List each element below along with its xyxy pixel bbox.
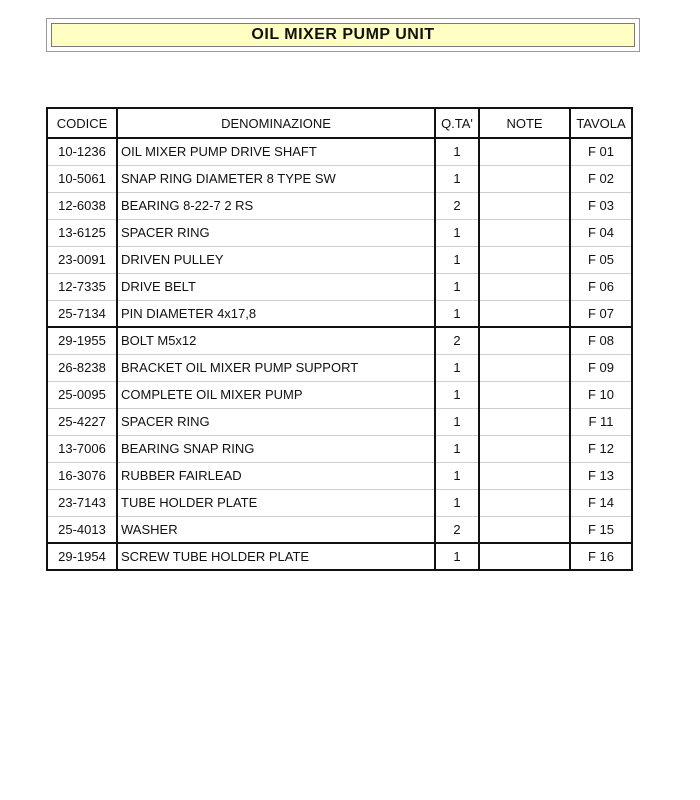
cell-qty: 1: [435, 246, 479, 273]
cell-description: PIN DIAMETER 4x17,8: [117, 300, 435, 327]
cell-table-ref: F 03: [570, 192, 632, 219]
table-row: [47, 462, 632, 489]
cell-note: [479, 300, 570, 327]
cell-table-ref: F 12: [570, 435, 632, 462]
cell-table-ref: F 11: [570, 408, 632, 435]
cell-description: COMPLETE OIL MIXER PUMP: [117, 381, 435, 408]
table-row: [47, 516, 632, 543]
cell-code: 12-6038: [47, 192, 117, 219]
cell-description: SNAP RING DIAMETER 8 TYPE SW: [117, 165, 435, 192]
cell-code: 10-1236: [47, 138, 117, 165]
table-row: [47, 489, 632, 516]
cell-code: 29-1954: [47, 543, 117, 570]
cell-code: 29-1955: [47, 327, 117, 354]
cell-qty: 1: [435, 435, 479, 462]
cell-note: [479, 192, 570, 219]
cell-description: RUBBER FAIRLEAD: [117, 462, 435, 489]
cell-note: [479, 354, 570, 381]
cell-description: BOLT M5x12: [117, 327, 435, 354]
cell-description: TUBE HOLDER PLATE: [117, 489, 435, 516]
table-row: [47, 354, 632, 381]
table-row: [47, 435, 632, 462]
cell-table-ref: F 08: [570, 327, 632, 354]
cell-code: 25-0095: [47, 381, 117, 408]
header-codice: CODICE: [47, 108, 117, 138]
cell-code: 12-7335: [47, 273, 117, 300]
table-row: [47, 300, 632, 327]
cell-qty: 1: [435, 543, 479, 570]
cell-note: [479, 435, 570, 462]
cell-table-ref: F 07: [570, 300, 632, 327]
cell-note: [479, 381, 570, 408]
cell-qty: 2: [435, 192, 479, 219]
table-row: [47, 273, 632, 300]
cell-table-ref: F 10: [570, 381, 632, 408]
cell-table-ref: F 13: [570, 462, 632, 489]
header-tavola: TAVOLA: [570, 108, 632, 138]
cell-description: SCREW TUBE HOLDER PLATE: [117, 543, 435, 570]
cell-note: [479, 273, 570, 300]
cell-code: 26-8238: [47, 354, 117, 381]
cell-qty: 2: [435, 516, 479, 543]
title-frame: [46, 18, 640, 52]
cell-description: OIL MIXER PUMP DRIVE SHAFT: [117, 138, 435, 165]
cell-note: [479, 138, 570, 165]
cell-qty: 1: [435, 273, 479, 300]
cell-code: 25-4227: [47, 408, 117, 435]
cell-description: WASHER: [117, 516, 435, 543]
cell-code: 23-7143: [47, 489, 117, 516]
cell-note: [479, 489, 570, 516]
cell-table-ref: F 16: [570, 543, 632, 570]
cell-table-ref: F 01: [570, 138, 632, 165]
page-title: OIL MIXER PUMP UNIT: [251, 26, 435, 43]
table-row: [47, 327, 632, 354]
cell-note: [479, 165, 570, 192]
cell-description: SPACER RING: [117, 408, 435, 435]
cell-qty: 1: [435, 300, 479, 327]
table-row: [47, 408, 632, 435]
cell-table-ref: F 04: [570, 219, 632, 246]
table-header-row: [47, 108, 632, 138]
cell-note: [479, 543, 570, 570]
cell-note: [479, 246, 570, 273]
cell-table-ref: F 14: [570, 489, 632, 516]
cell-note: [479, 408, 570, 435]
cell-code: 13-6125: [47, 219, 117, 246]
cell-code: 10-5061: [47, 165, 117, 192]
cell-qty: 1: [435, 219, 479, 246]
cell-qty: 2: [435, 327, 479, 354]
cell-table-ref: F 05: [570, 246, 632, 273]
cell-note: [479, 462, 570, 489]
cell-qty: 1: [435, 354, 479, 381]
cell-table-ref: F 15: [570, 516, 632, 543]
table-row: [47, 381, 632, 408]
cell-qty: 1: [435, 489, 479, 516]
cell-qty: 1: [435, 138, 479, 165]
cell-description: BEARING 8-22-7 2 RS: [117, 192, 435, 219]
cell-code: 13-7006: [47, 435, 117, 462]
cell-description: SPACER RING: [117, 219, 435, 246]
table-row: [47, 219, 632, 246]
cell-qty: 1: [435, 462, 479, 489]
table-row: [47, 246, 632, 273]
header-qta: Q.TA': [435, 108, 479, 138]
header-denominazione: DENOMINAZIONE: [117, 108, 435, 138]
cell-code: 23-0091: [47, 246, 117, 273]
cell-description: BRACKET OIL MIXER PUMP SUPPORT: [117, 354, 435, 381]
cell-note: [479, 219, 570, 246]
title-box: [51, 23, 635, 47]
parts-table: [46, 107, 633, 571]
cell-table-ref: F 02: [570, 165, 632, 192]
cell-description: DRIVEN PULLEY: [117, 246, 435, 273]
cell-qty: 1: [435, 165, 479, 192]
cell-qty: 1: [435, 381, 479, 408]
cell-note: [479, 516, 570, 543]
cell-description: DRIVE BELT: [117, 273, 435, 300]
table-row: [47, 165, 632, 192]
cell-code: 25-7134: [47, 300, 117, 327]
cell-qty: 1: [435, 408, 479, 435]
cell-description: BEARING SNAP RING: [117, 435, 435, 462]
cell-code: 25-4013: [47, 516, 117, 543]
table-row: [47, 192, 632, 219]
table-row: [47, 138, 632, 165]
table-row: [47, 543, 632, 570]
cell-note: [479, 327, 570, 354]
cell-table-ref: F 09: [570, 354, 632, 381]
cell-code: 16-3076: [47, 462, 117, 489]
header-note: NOTE: [479, 108, 570, 138]
cell-table-ref: F 06: [570, 273, 632, 300]
